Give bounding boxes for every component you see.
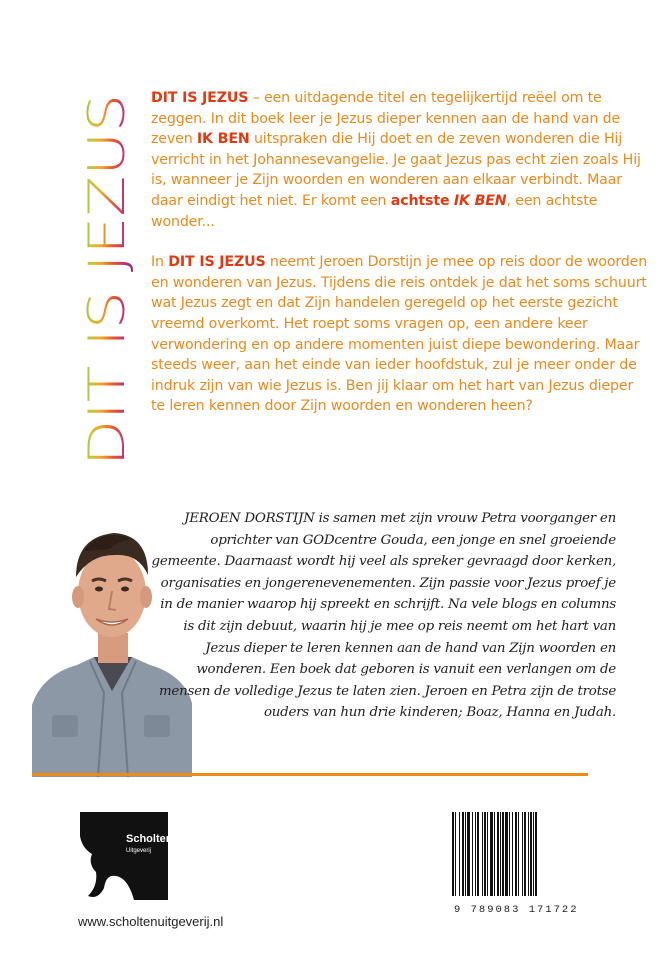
barcode-bar — [455, 812, 456, 896]
barcode-bar — [452, 812, 454, 896]
barcode-bar — [477, 812, 479, 896]
barcode-bar — [522, 812, 523, 896]
isbn-number: 9 789083 171722 — [454, 904, 579, 916]
barcode-bar — [518, 812, 519, 896]
ik-ben-keyword: IK BEN — [196, 131, 250, 148]
spine-title-text: DIT IS JEZUS — [78, 155, 136, 466]
barcode-bar — [497, 812, 499, 896]
barcode-bar — [502, 812, 504, 896]
barcode-bar — [484, 812, 486, 896]
barcode-bar — [500, 812, 501, 896]
ik-ben-keyword-italic: IK BEN — [453, 192, 507, 209]
barcode-bar — [512, 812, 513, 896]
book-title-inline: DIT IS JEZUS — [151, 90, 249, 106]
barcode-bar — [533, 812, 534, 896]
barcode-bar — [465, 812, 466, 896]
barcode-bar — [505, 812, 508, 896]
publisher-url[interactable]: www.scholtenuitgeverij.nl — [78, 914, 224, 929]
blurb-paragraph-1 — [151, 88, 651, 232]
barcode-bar — [530, 812, 532, 896]
publisher-sub: Uitgeverij — [126, 848, 152, 854]
barcode-bar — [528, 812, 529, 896]
blurb-text: neemt Jeroen Dorstijn je mee op reis door de woorden en wonderen van Jezus. Tijdens die reis ontdek je dat het soms schuurt wat Jezus zegt en dat Zijn handelen geregeld op het eerste gezicht vreemd overkomt. Het roept soms vragen op, een andere keer verwondering en op andere momenten juist diepe bewondering. Maar steeds weer, aan het einde van ieder hoofdstuk, zul je meer onder de indruk zijn van wie Jezus is. Ben jij klaar om het hart van Jezus dieper te leren kennen door Zijn woorden en wonderen heen? — [151, 254, 648, 415]
barcode-bar — [459, 812, 460, 896]
barcode-bar — [472, 812, 473, 896]
barcode-bar — [467, 812, 470, 896]
blurb-paragraph-2 — [151, 252, 651, 417]
blurb-text: uitspraken die Hij doet en de zeven wonderen die Hij verricht in het Johannesevangelie. Je gaat Jezus pas echt zien zoals Hij is, wanneer je Zijn woorden en wonderen aan elkaar verbindt. Maar daar eindigt het niet. Er komt een — [151, 131, 641, 209]
barcode-bar — [524, 812, 526, 896]
barcode-bar — [509, 812, 510, 896]
barcode-bar — [487, 812, 488, 896]
divider — [32, 773, 588, 776]
barcode-bar — [482, 812, 483, 896]
blurb-text: , een achtste wonder... — [151, 192, 598, 230]
barcode-bar — [535, 812, 537, 896]
barcode-bar — [494, 812, 495, 896]
blurb — [151, 88, 651, 437]
blurb-text: In — [151, 254, 169, 271]
barcode-bar — [490, 812, 493, 896]
barcode-bar — [515, 812, 517, 896]
barcode-bar — [475, 812, 476, 896]
author-bio: JEROEN DORSTIJN is samen met zijn vrouw Petra voorganger en oprichter van GODcentre Gouda, een jonge en snel groeiende gemeente. Daarnaast wordt hij veel als spreker gevraagd door kerken, organisaties en jongerenevenementen. Zijn passie voor Jezus proef je in de manier waarop hij spreekt en schrijft. Na vele blogs en columns is dit zijn debuut, waarin hij je mee op reis neemt om het hart van Jezus dieper te leren kennen aan de hand van Zijn woorden en wonderen. Een boek dat geboren is vanuit een verlangen om de mensen de volledige Jezus te laten zien. Jeroen en Petra zijn de trotse ouders van hun drie kinderen; Boaz, Hanna en Judah. — [151, 511, 616, 721]
barcode-bar — [462, 812, 464, 896]
barcode — [450, 812, 584, 896]
vertical-title — [72, 88, 142, 468]
blurb-text: – een uitdagende titel en tegelijkertijd reëel om te zeggen. In dit boek leer je Jezus dieper kennen aan de hand van de zeven — [151, 90, 621, 148]
achtste-keyword: achtste — [390, 192, 450, 209]
publisher-name: Scholten — [126, 833, 172, 845]
publisher-logo — [76, 808, 172, 904]
book-title-inline: DIT IS JEZUS — [168, 254, 266, 271]
